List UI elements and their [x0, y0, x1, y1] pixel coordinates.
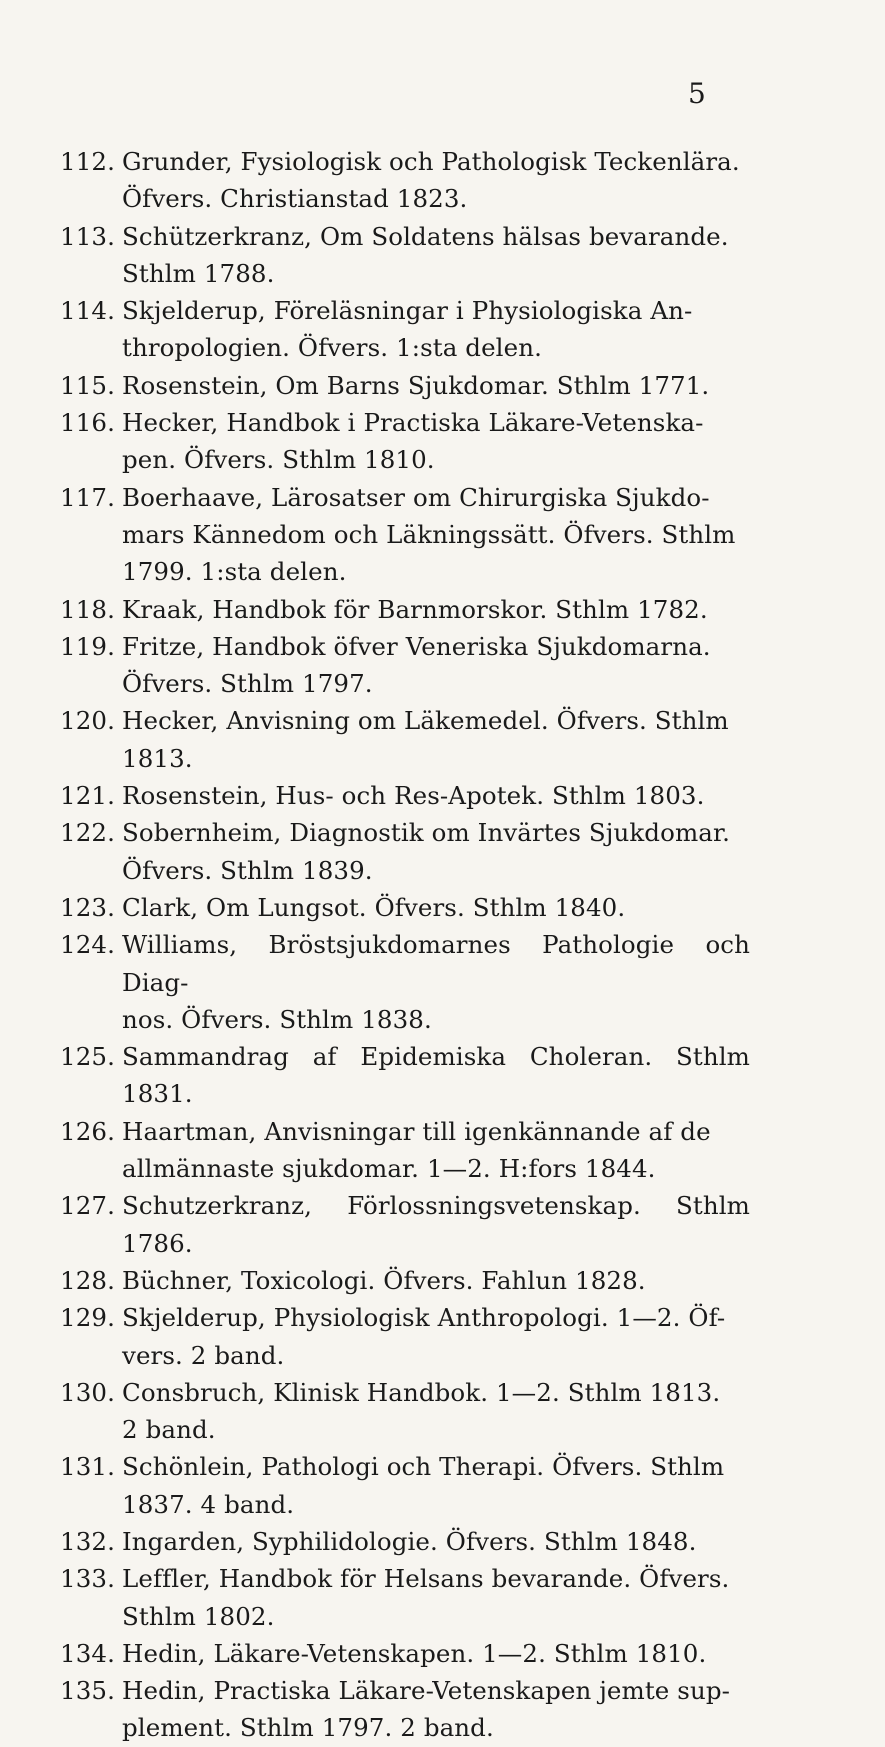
- entry-text: Hedin, Läkare-Vetenskapen. 1—2. Sthlm 1810.: [122, 1638, 707, 1668]
- bibliography-entry-129: [60, 1299, 750, 1374]
- bibliography-entry-115: [60, 367, 750, 404]
- entry-text: Skjelderup, Föreläsningar i Physiologiska An- thropologien. Öfvers. 1:sta delen.: [122, 296, 693, 363]
- bibliography-list: [60, 143, 750, 1747]
- entry-text: Leffler, Handbok för Helsans bevarande. Öfvers. Sthlm 1802.: [122, 1564, 730, 1631]
- entry-text: Rosenstein, Hus- och Res-Apotek. Sthlm 1803.: [122, 781, 705, 811]
- bibliography-entry-121: [60, 777, 750, 814]
- entry-text: Williams, Bröstsjukdomarnes Pathologie och Diag- nos. Öfvers. Sthlm 1838.: [122, 930, 750, 1034]
- entry-text: Clark, Om Lungsot. Öfvers. Sthlm 1840.: [122, 892, 626, 922]
- bibliography-entry-133: [60, 1560, 750, 1635]
- entry-number: 127.: [60, 1191, 115, 1221]
- bibliography-entry-119: [60, 628, 750, 703]
- entry-text: Büchner, Toxicologi. Öfvers. Fahlun 1828.: [122, 1265, 646, 1295]
- entry-text: Fritze, Handbok öfver Veneriska Sjukdomarna. Öfvers. Sthlm 1797.: [122, 631, 711, 699]
- bibliography-entry-132: [60, 1523, 750, 1560]
- entry-number: 119.: [60, 631, 115, 661]
- entry-number: 122.: [60, 818, 115, 848]
- entry-number: 121.: [60, 781, 115, 811]
- bibliography-entry-117: [60, 479, 750, 591]
- entry-number: 113.: [60, 221, 115, 251]
- bibliography-entry-134: [60, 1635, 750, 1672]
- entry-text: Skjelderup, Physiologisk Anthropologi. 1—2. Öf- vers. 2 band.: [122, 1303, 726, 1370]
- bibliography-entry-130: [60, 1374, 750, 1449]
- entry-text: Hecker, Anvisning om Läkemedel. Öfvers. Sthlm 1813.: [122, 706, 729, 773]
- entry-text: Sobernheim, Diagnostik om Invärtes Sjukdomar. Öfvers. Sthlm 1839.: [122, 818, 730, 885]
- entry-number: 114.: [60, 296, 115, 326]
- bibliography-entry-120: [60, 702, 750, 777]
- entry-text: Sammandrag af Epidemiska Choleran. Sthlm 1831.: [122, 1042, 750, 1109]
- entry-number: 132.: [60, 1526, 115, 1556]
- entry-number: 118.: [60, 594, 115, 624]
- entry-number: 131.: [60, 1452, 115, 1482]
- bibliography-entry-124: [60, 926, 750, 1038]
- entry-number: 135.: [60, 1676, 115, 1706]
- bibliography-entry-123: [60, 889, 750, 926]
- entry-number: 124.: [60, 930, 115, 960]
- entry-text: Schützerkranz, Om Soldatens hälsas bevarande. Sthlm 1788.: [122, 221, 729, 288]
- entry-text: Schutzerkranz, Förlossningsvetenskap. Sthlm 1786.: [122, 1191, 750, 1258]
- entry-text: Hecker, Handbok i Practiska Läkare-Vetenska- pen. Öfvers. Sthlm 1810.: [122, 408, 704, 475]
- entry-number: 133.: [60, 1564, 115, 1594]
- entry-text: Schönlein, Pathologi och Therapi. Öfvers. Sthlm 1837. 4 band.: [122, 1452, 725, 1519]
- entry-number: 125.: [60, 1042, 115, 1072]
- bibliography-entry-131: [60, 1448, 750, 1523]
- entry-number: 134.: [60, 1638, 115, 1668]
- entry-text: Grunder, Fysiologisk och Pathologisk Teckenlära. Öfvers. Christianstad 1823.: [122, 147, 740, 214]
- bibliography-entry-112: [60, 143, 750, 218]
- bibliography-entry-122: [60, 814, 750, 889]
- entry-number: 112.: [60, 147, 115, 176]
- entry-number: 130.: [60, 1377, 115, 1407]
- entry-text: Ingarden, Syphilidologie. Öfvers. Sthlm 1848.: [122, 1526, 697, 1556]
- entry-number: 117.: [60, 482, 115, 512]
- entry-number: 116.: [60, 408, 115, 438]
- entry-number: 115.: [60, 370, 115, 400]
- entry-number: 129.: [60, 1303, 115, 1333]
- bibliography-entry-118: [60, 591, 750, 628]
- entry-text: Rosenstein, Om Barns Sjukdomar. Sthlm 1771.: [122, 370, 710, 400]
- entry-number: 126.: [60, 1116, 115, 1146]
- entry-text: Haartman, Anvisningar till igenkännande af de allmännaste sjukdomar. 1—2. H:fors 1844.: [122, 1116, 711, 1184]
- bibliography-entry-125: [60, 1038, 750, 1113]
- entry-number: 123.: [60, 892, 115, 922]
- bibliography-entry-128: [60, 1262, 750, 1299]
- entry-text: Hedin, Practiska Läkare-Vetenskapen jemte sup- plement. Sthlm 1797. 2 band.: [122, 1676, 731, 1743]
- bibliography-entry-126: [60, 1113, 750, 1188]
- entry-number: 128.: [60, 1265, 115, 1295]
- bibliography-entry-127: [60, 1187, 750, 1262]
- bibliography-entry-113: [60, 218, 750, 293]
- bibliography-entry-116: [60, 404, 750, 479]
- entry-text: Consbruch, Klinisk Handbok. 1—2. Sthlm 1813. 2 band.: [122, 1377, 721, 1445]
- page-number: 5: [688, 77, 706, 110]
- bibliography-entry-135: [60, 1672, 750, 1747]
- bibliography-entry-114: [60, 292, 750, 367]
- entry-number: 120.: [60, 706, 115, 736]
- entry-text: Kraak, Handbok för Barnmorskor. Sthlm 1782.: [122, 594, 708, 624]
- entry-text: Boerhaave, Lärosatser om Chirurgiska Sjukdo- mars Kännedom och Läkningssätt. Öfvers. Sthlm 1799. 1:sta delen.: [122, 482, 736, 587]
